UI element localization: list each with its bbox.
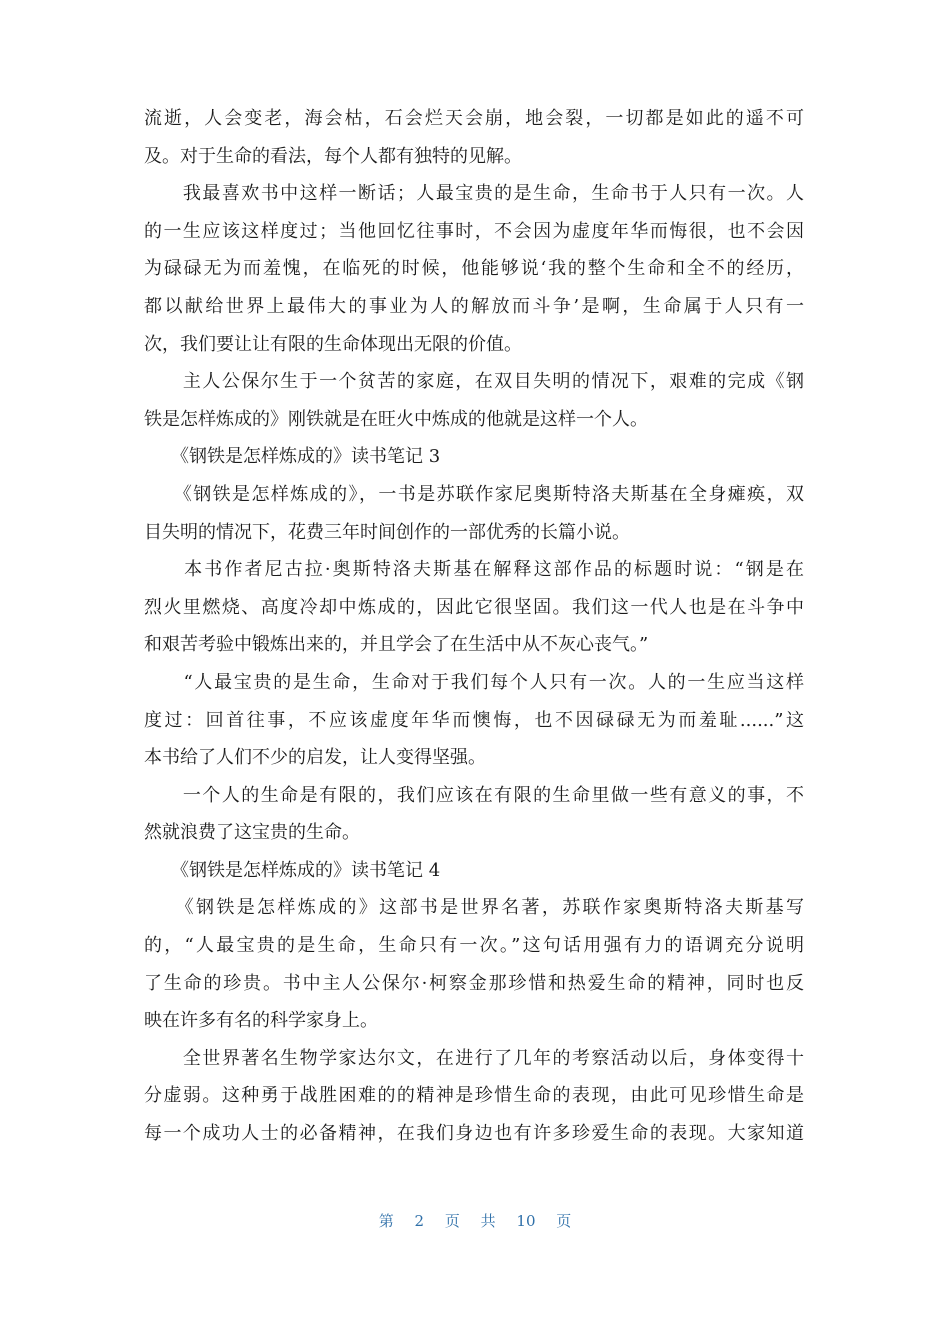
section-heading: 《钢铁是怎样炼成的》读书笔记 3 (144, 446, 441, 468)
text-line: 流逝，人会变老，海会枯，石会烂天会崩，地会裂，一切都是如此的遥不可 (144, 108, 804, 129)
text-line: 分虚弱。这种勇于战胜困难的的精神是珍惜生命的表现，由此可见珍惜生命是 (144, 1085, 804, 1107)
text-line: 目失明的情况下，花费三年时间创作的一部优秀的长篇小说。 (144, 521, 630, 543)
footer-gong: 共 (480, 1212, 496, 1230)
text-line: 《钢铁是怎样炼成的》这部书是世界名著，苏联作家奥斯特洛夫斯基写 (144, 897, 804, 919)
text-line: 和艰苦考验中锻炼出来的，并且学会了在生活中从不灰心丧气。” (144, 634, 649, 656)
text-line: 本书给了人们不少的启发，让人变得坚强。 (144, 747, 486, 769)
footer-di: 第 (378, 1212, 394, 1230)
text-line: 的一生应该这样度过；当他回忆往事时，不会因为虚度年华而悔很，也不会因 (144, 220, 804, 242)
text-line: 主人公保尔生于一个贫苦的家庭，在双目失明的情况下，艰难的完成《钢 (144, 371, 804, 393)
text-line: 为碌碌无为而羞愧，在临死的时候，他能够说‘我的整个生命和全不的经历， (144, 258, 804, 280)
text-line: 了生命的珍贵。书中主人公保尔·柯察金那珍惜和热爱生命的精神，同时也反 (144, 972, 804, 994)
text-line: 度过：回首往事，不应该虚度年华而懊悔，也不因碌碌无为而羞耻......”这 (144, 709, 804, 731)
footer-ye: 页 (444, 1212, 460, 1230)
section-heading: 《钢铁是怎样炼成的》读书笔记 4 (144, 859, 441, 881)
text-line: 《钢铁是怎样炼成的》，一书是苏联作家尼奥斯特洛夫斯基在全身瘫痪，双 (144, 483, 804, 505)
text-line: 铁是怎样炼成的》刚铁就是在旺火中炼成的他就是这样一个人。 (144, 408, 648, 430)
text-line: 的，“人最宝贵的是生命，生命只有一次。”这句话用强有力的语调充分说明 (144, 935, 804, 957)
text-line: 次，我们要让让有限的生命体现出无限的价值。 (144, 333, 522, 355)
text-line: 都以献给世界上最伟大的事业为人的解放而斗争’是啊，生命属于人只有一 (144, 295, 804, 317)
text-line: 及。对于生命的看法，每个人都有独特的见解。 (144, 145, 522, 167)
text-line: “人最宝贵的是生命，生命对于我们每个人只有一次。人的一生应当这样 (144, 671, 804, 693)
text-line: 每一个成功人士的必备精神，在我们身边也有许多珍爱生命的表现。大家知道 (144, 1123, 804, 1145)
text-line: 我最喜欢书中这样一断话；人最宝贵的是生命，生命书于人只有一次。人 (144, 183, 804, 205)
text-line: 本书作者尼古拉·奥斯特洛夫斯基在解释这部作品的标题时说：“钢是在 (144, 559, 804, 581)
text-line: 一个人的生命是有限的，我们应该在有限的生命里做一些有意义的事，不 (144, 784, 804, 806)
text-line: 映在许多有名的科学家身上。 (144, 1010, 378, 1032)
body-text (144, 100, 804, 1153)
text-line: 然就浪费了这宝贵的生命。 (144, 822, 360, 844)
text-line: 全世界著名生物学家达尔文，在进行了几年的考察活动以后，身体变得十 (144, 1047, 804, 1069)
text-line: 烈火里燃烧、高度冷却中炼成的，因此它很坚固。我们这一代人也是在斗争中 (144, 596, 804, 618)
footer-current-page: 2 (414, 1212, 425, 1230)
footer-ye: 页 (556, 1212, 572, 1230)
footer-total-pages: 10 (516, 1212, 536, 1230)
page-footer (0, 1210, 950, 1231)
